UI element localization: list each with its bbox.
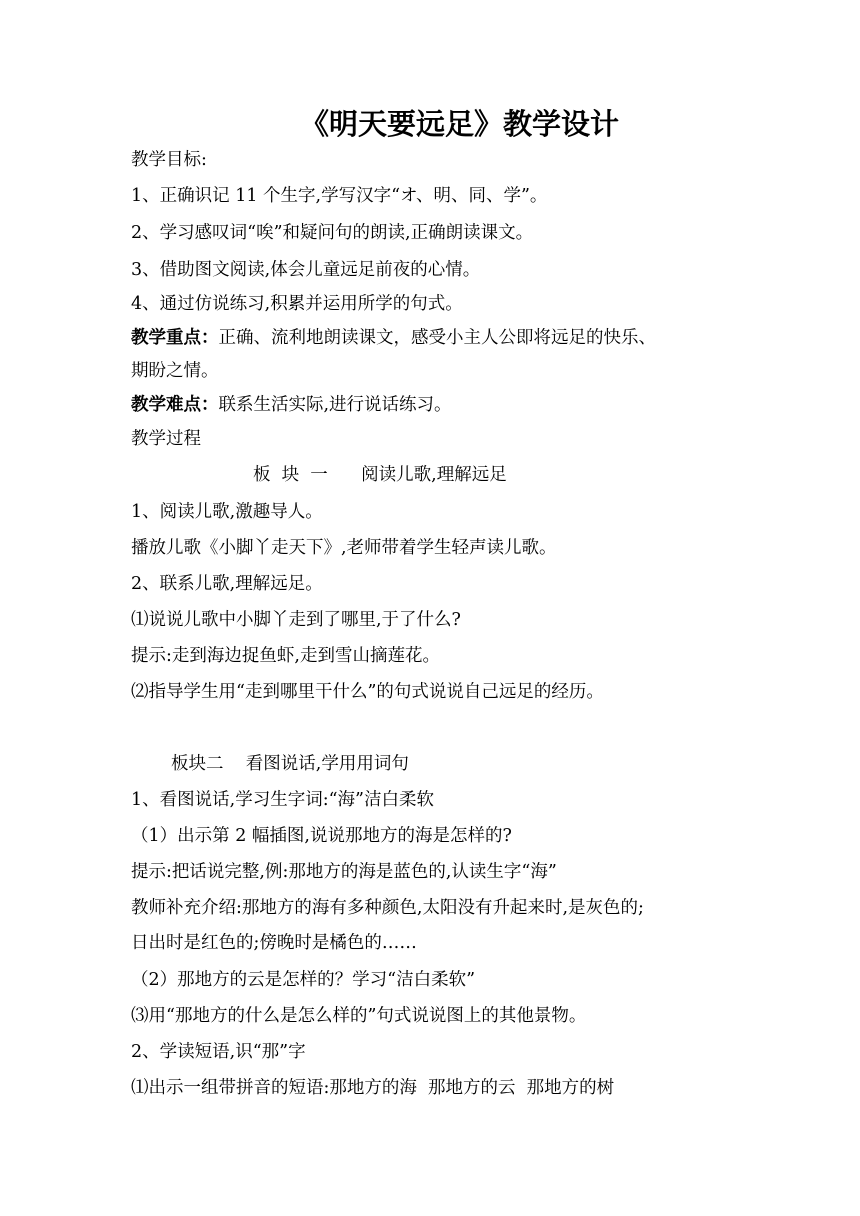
section2-line: 日出时是红色的;傍晚时是橘色的…… xyxy=(131,933,417,953)
section2-heading: 板块二 看图说话,学用用词句 xyxy=(171,754,409,774)
process-heading: 教学过程 xyxy=(131,429,201,449)
section2-line: ⑴出示一组带拼音的短语:那地方的海 那地方的云 那地方的树 xyxy=(131,1078,615,1098)
section1-line: 播放儿歌《小脚丫走天下》,老师带着学生轻声读儿歌。 xyxy=(131,538,557,558)
section1-line: 2、联系儿歌,理解远足。 xyxy=(131,574,323,594)
section2-line: 教师补充介绍:那地方的海有多种颜色,太阳没有升起来时,是灰色的; xyxy=(131,898,644,918)
section2-line: 2、学读短语,识“那”字 xyxy=(131,1042,306,1062)
key-point-continuation: 期盼之情。 xyxy=(131,361,219,381)
difficulty xyxy=(131,393,751,417)
section1-heading: 板 块 一 阅读儿歌,理解远足 xyxy=(253,465,507,485)
section2-line: 1、看图说话,学习生字词:“海”洁白柔软 xyxy=(131,790,434,810)
difficulty-label: 教学难点： xyxy=(131,395,219,415)
difficulty-text: 联系生活实际,进行说话练习。 xyxy=(218,395,452,415)
key-point-text: 正确、流利地朗读课文，感受小主人公即将远足的快乐、 xyxy=(218,328,656,348)
section1-line: ⑴说说儿歌中小脚丫走到了哪里,于了什么? xyxy=(131,610,461,630)
goal-item: 2、学习感叹词“唉”和疑问句的朗读,正确朗读课文。 xyxy=(131,223,534,243)
key-point-label: 教学重点： xyxy=(131,328,219,348)
goal-item: 1、正确识记 11 个生字,学写汉字“オ、明、同、学”。 xyxy=(131,186,548,206)
document-title: 《明天要远足》教学设计 xyxy=(300,107,620,141)
section2-line: （1）出示第 2 幅插图,说说那地方的海是怎样的? xyxy=(131,826,512,846)
section1-line: 提示:走到海边捉鱼虾,走到雪山摘莲花。 xyxy=(131,646,440,666)
section2-line: ⑶用“那地方的什么是怎么样的”句式说说图上的其他景物。 xyxy=(131,1006,587,1026)
key-point xyxy=(131,326,751,350)
section1-line: ⑵指导学生用“走到哪里干什么”的句式说说自己远足的经历。 xyxy=(131,682,604,702)
goals-heading: 教学目标: xyxy=(131,150,207,170)
goal-item: 3、借助图文阅读,体会儿童远足前夜的心情。 xyxy=(131,260,481,280)
section2-line: （2）那地方的云是怎样的？学习“洁白柔软” xyxy=(131,970,476,990)
section1-line: 1、阅读儿歌,激趣导人。 xyxy=(131,502,323,522)
goal-item: 4、通过仿说练习,积累并运用所学的句式。 xyxy=(131,294,463,314)
section2-line: 提示:把话说完整,例:那地方的海是蓝色的,认读生字“海” xyxy=(131,862,557,882)
